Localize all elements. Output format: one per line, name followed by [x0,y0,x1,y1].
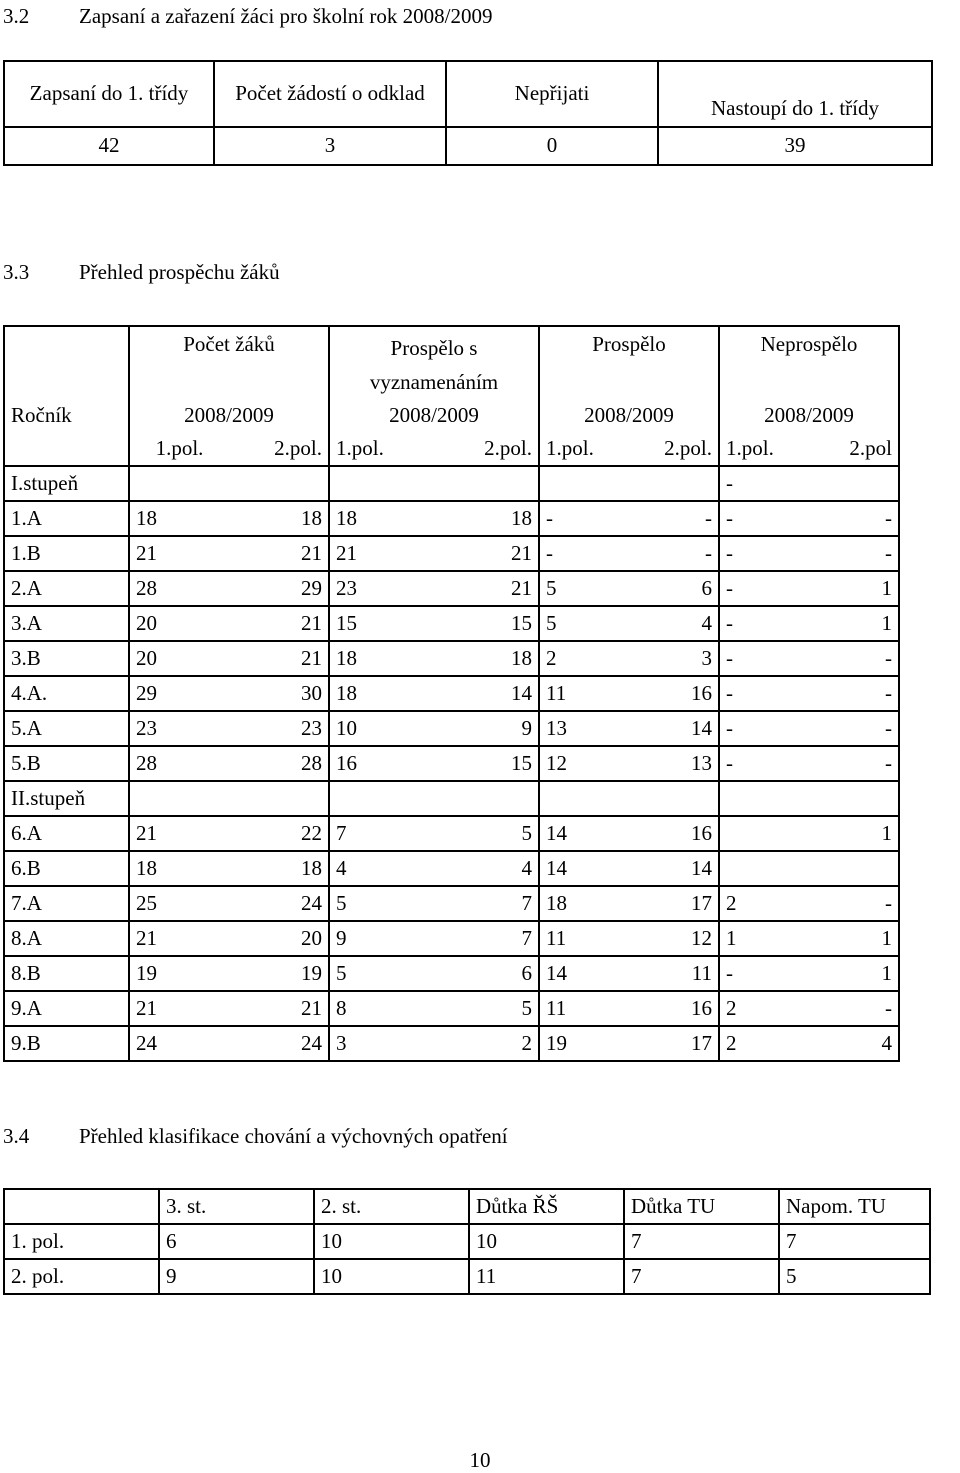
row-label: 3.A [4,606,129,641]
table-cell: - [809,746,899,781]
stage-label: II.stupeň [4,781,129,816]
enrollment-header: Zapsaní do 1. třídy [4,61,214,127]
table-cell: 30 [229,676,329,711]
table-cell: 7 [779,1224,930,1259]
table-cell: - [809,676,899,711]
table-row [4,921,899,956]
table-cell: 14 [539,851,629,886]
row-label: 8.B [4,956,129,991]
table-cell: 21 [229,536,329,571]
table-cell: - [629,536,719,571]
table-cell: 7 [329,816,434,851]
table-cell: 17 [629,1026,719,1061]
table-row [4,711,899,746]
results-corner [4,326,129,363]
table-cell: 10 [314,1259,469,1294]
table-cell: 1 [719,921,809,956]
table-cell: 29 [129,676,229,711]
sem-label: 2.pol. [229,432,329,466]
empty-cell [329,781,434,816]
table-cell: 3 [329,1026,434,1061]
table-cell: - [809,501,899,536]
table-cell: 1. pol. [4,1224,159,1259]
table-cell: 1 [809,956,899,991]
table-cell: - [809,711,899,746]
section-34-heading [3,1124,508,1149]
table-cell: 22 [229,816,329,851]
table-cell: 18 [229,501,329,536]
table-cell: 24 [129,1026,229,1061]
table-cell: - [629,501,719,536]
group-header-vyznamenani: Prospělo s vyznamenáním [329,326,539,399]
enrollment-value: 0 [446,127,658,165]
stage-label: I.stupeň [4,466,129,501]
table-cell: 16 [629,816,719,851]
empty-cell [629,781,719,816]
table-cell: 21 [229,991,329,1026]
empty-cell [129,363,329,399]
table-cell: 4 [809,1026,899,1061]
table-cell: 6 [629,571,719,606]
table-cell: 24 [229,1026,329,1061]
table-row [4,991,899,1026]
column-header [4,1189,159,1224]
table-cell: 3 [629,641,719,676]
table-cell: - [719,501,809,536]
sem-label: 1.pol. [539,432,629,466]
table-cell: 14 [434,676,539,711]
sem-label: 1.pol. [129,432,229,466]
table-cell: 4 [329,851,434,886]
table-row [4,956,899,991]
table-cell: 2. pol. [4,1259,159,1294]
table-cell: - [809,641,899,676]
sem-label: 2.pol. [629,432,719,466]
row-label: 5.B [4,746,129,781]
table-cell: - [719,606,809,641]
table-cell: 14 [629,851,719,886]
table-row [4,606,899,641]
table-cell: 15 [329,606,434,641]
table-cell: 21 [129,536,229,571]
enrollment-value: 3 [214,127,446,165]
table-cell: - [539,536,629,571]
table-cell: 11 [629,956,719,991]
sem-label: 1.pol. [719,432,809,466]
stage-mark: - [719,466,809,501]
table-cell: 21 [229,641,329,676]
table-cell: - [809,991,899,1026]
section-33-title: Přehled prospěchu žáků [79,260,280,284]
table-cell: 10 [314,1224,469,1259]
table-cell: 21 [329,536,434,571]
empty-cell [539,363,719,399]
table-cell: 7 [624,1224,779,1259]
section-33-heading [3,260,280,285]
row-label: 7.A [4,886,129,921]
table-cell [719,816,809,851]
table-cell: 1 [809,816,899,851]
table-cell: 11 [539,991,629,1026]
table-row [4,1259,930,1294]
group-header-pocet: Počet žáků [129,326,329,363]
table-cell: 11 [539,676,629,711]
sem-label: 1.pol. [329,432,434,466]
row-label: 3.B [4,641,129,676]
table-cell: 5 [434,816,539,851]
table-cell: 5 [434,991,539,1026]
column-header: 2. st. [314,1189,469,1224]
table-cell: 5 [329,956,434,991]
group-header-neprospelo: Neprospělo [719,326,899,363]
page-number: 10 [469,1448,491,1472]
section-34-number: 3.4 [3,1124,30,1148]
header-row [4,1189,930,1224]
table-cell: 13 [629,746,719,781]
table-cell: 21 [229,606,329,641]
table-cell: 18 [129,851,229,886]
table-cell: 11 [539,921,629,956]
section-34-title: Přehled klasifikace chování a výchovných opatření [79,1124,508,1148]
enrollment-header: Počet žádostí o odklad [214,61,446,127]
table-cell: - [719,711,809,746]
table-cell: - [719,536,809,571]
empty-cell [129,781,229,816]
year-label: 2008/2009 [719,399,899,432]
table-cell: 21 [129,816,229,851]
table-row [4,501,899,536]
table-cell: 21 [129,991,229,1026]
table-row [4,536,899,571]
table-cell: 16 [329,746,434,781]
table-row [4,1026,899,1061]
table-cell [719,851,809,886]
empty-cell [809,781,899,816]
table-cell: 18 [434,501,539,536]
table-cell: 19 [129,956,229,991]
table-cell: 2 [719,991,809,1026]
table-row [4,851,899,886]
enrollment-header: Nepřijati [446,61,658,127]
results-table [3,325,900,1062]
year-label: 2008/2009 [129,399,329,432]
table-cell: 1 [809,606,899,641]
table-cell: 1 [809,571,899,606]
table-cell: 7 [434,886,539,921]
table-cell: 14 [539,956,629,991]
table-cell: 1 [809,921,899,956]
table-cell: 9 [329,921,434,956]
table-cell: 6 [434,956,539,991]
empty-cell [4,432,129,466]
row-label: 9.A [4,991,129,1026]
section-32-heading [3,4,492,29]
table-cell: 20 [229,921,329,956]
empty-cell [719,781,809,816]
table-cell: 28 [229,746,329,781]
table-cell: 25 [129,886,229,921]
table-cell: 18 [229,851,329,886]
behaviour-table [3,1188,931,1295]
table-cell: 14 [539,816,629,851]
table-cell: 11 [469,1259,624,1294]
table-cell: 15 [434,746,539,781]
table-row [4,886,899,921]
table-cell: 16 [629,676,719,711]
empty-cell [4,363,129,399]
table-cell: 19 [229,956,329,991]
year-label: 2008/2009 [539,399,719,432]
table-row [4,571,899,606]
enrollment-value: 39 [658,127,932,165]
sem-label: 2.pol. [434,432,539,466]
table-cell: 21 [129,921,229,956]
table-cell: 4 [434,851,539,886]
table-cell: 5 [329,886,434,921]
row-label: 4.A. [4,676,129,711]
row-label: 2.A [4,571,129,606]
table-row [4,746,899,781]
table-cell: 13 [539,711,629,746]
table-cell: - [539,501,629,536]
table-cell: 4 [629,606,719,641]
table-cell: 12 [539,746,629,781]
table-cell: 5 [539,571,629,606]
table-cell: 2 [719,886,809,921]
empty-cell [539,781,629,816]
table-cell [809,851,899,886]
empty-cell [434,781,539,816]
column-header: Důtka ŘŠ [469,1189,624,1224]
table-cell: 8 [329,991,434,1026]
year-label: 2008/2009 [329,399,539,432]
table-cell: - [719,641,809,676]
table-cell: 16 [629,991,719,1026]
table-cell: 19 [539,1026,629,1061]
table-cell: 18 [434,641,539,676]
table-cell: 15 [434,606,539,641]
row-label: 1.A [4,501,129,536]
table-cell: 10 [329,711,434,746]
empty-cell [229,466,329,501]
table-cell: 20 [129,606,229,641]
empty-cell [434,466,539,501]
table-row [4,816,899,851]
enrollment-header: Nastoupí do 1. třídy [658,61,932,127]
table-cell: 18 [329,676,434,711]
row-label: 6.B [4,851,129,886]
empty-cell [129,466,229,501]
table-cell: 5 [539,606,629,641]
row-label: 1.B [4,536,129,571]
empty-cell [809,466,899,501]
section-32-title: Zapsaní a zařazení žáci pro školní rok 2008/2009 [79,4,493,28]
table-cell: 20 [129,641,229,676]
table-cell: - [719,956,809,991]
table-cell: 18 [539,886,629,921]
table-cell: 18 [329,501,434,536]
enrollment-table [3,60,933,166]
table-cell: 21 [434,571,539,606]
table-cell: - [719,571,809,606]
table-cell: 12 [629,921,719,956]
empty-cell [229,781,329,816]
table-row [4,1224,930,1259]
table-cell: 18 [329,641,434,676]
group-header-prospelo: Prospělo [539,326,719,363]
section-32-number: 3.2 [3,4,30,28]
row-label: 9.B [4,1026,129,1061]
row-label: 5.A [4,711,129,746]
empty-cell [539,466,629,501]
row-header-rocnik: Ročník [4,399,129,432]
row-label: 6.A [4,816,129,851]
table-row [4,641,899,676]
table-cell: 21 [434,536,539,571]
table-cell: 18 [129,501,229,536]
sem-label: 2.pol [809,432,899,466]
row-label: 8.A [4,921,129,956]
table-cell: 29 [229,571,329,606]
enrollment-value: 42 [4,127,214,165]
table-cell: 28 [129,746,229,781]
section-33-number: 3.3 [3,260,30,284]
table-cell: - [719,746,809,781]
table-cell: 2 [434,1026,539,1061]
table-cell: 10 [469,1224,624,1259]
column-header: 3. st. [159,1189,314,1224]
table-row [4,676,899,711]
table-cell: 9 [434,711,539,746]
table-cell: 23 [129,711,229,746]
empty-cell [629,466,719,501]
table-cell: 9 [159,1259,314,1294]
table-cell: - [809,536,899,571]
table-cell: 5 [779,1259,930,1294]
table-cell: 7 [624,1259,779,1294]
table-cell: 23 [329,571,434,606]
table-cell: 6 [159,1224,314,1259]
column-header: Důtka TU [624,1189,779,1224]
empty-cell [719,363,899,399]
table-cell: - [809,886,899,921]
table-cell: 7 [434,921,539,956]
empty-cell [329,466,434,501]
table-cell: 14 [629,711,719,746]
table-cell: - [719,676,809,711]
table-cell: 17 [629,886,719,921]
column-header: Napom. TU [779,1189,930,1224]
table-cell: 28 [129,571,229,606]
table-cell: 2 [539,641,629,676]
table-cell: 23 [229,711,329,746]
table-cell: 24 [229,886,329,921]
table-cell: 2 [719,1026,809,1061]
